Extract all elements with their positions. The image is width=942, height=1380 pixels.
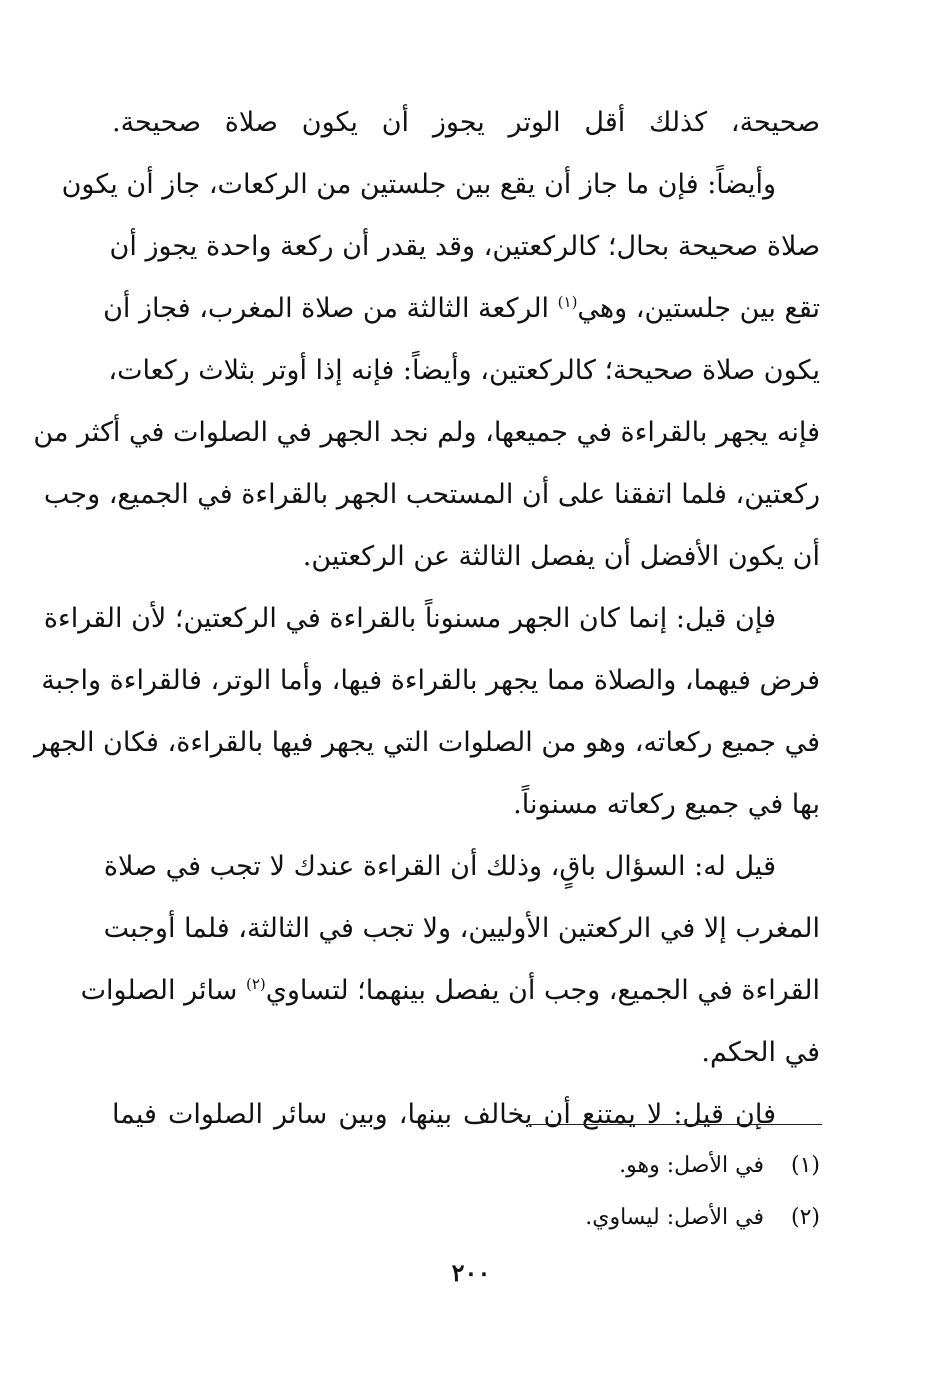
footnote-marker: (٢) — [245, 975, 266, 993]
text-line: أن يكون الأفضل أن يفصل الثالثة عن الركعتين. — [302, 541, 820, 572]
text-line: القراءة في الجميع، وجب أن يفصل بينهما؛ لتساوي$^{(٢)}$ سائر الصلوات — [80, 975, 820, 1006]
main-text — [33, 92, 820, 1146]
text-line: ركعتين، فلما اتفقنا على أن المستحب الجهر بالقراءة في الجميع، وجب — [43, 479, 820, 510]
footnote-text: في الأصل: ليساوي. — [585, 1205, 764, 1230]
footnote-text: في الأصل: وهو. — [619, 1153, 764, 1178]
text-line: قيل له: السؤال باقٍ، وذلك أن القراءة عندك لا تجب في صلاة — [103, 851, 776, 882]
footnotes — [585, 1140, 820, 1244]
text-line: فإن قيل: لا يمتنع أن يخالف بينها، وبين سائر الصلوات فيما — [112, 1099, 776, 1130]
footnote-marker: (١) — [557, 293, 578, 311]
text-line: بها في جميع ركعاته مسنوناً. — [513, 789, 820, 820]
text-line: في الحكم. — [701, 1037, 820, 1068]
text-line: صحيحة، كذلك أقل الوتر يجوز أن يكون صلاة صحيحة. — [112, 107, 820, 138]
footnote-number: (١) — [790, 1153, 820, 1178]
text-line: صلاة صحيحة بحال؛ كالركعتين، وقد يقدر أن ركعة واحدة يجوز أن — [109, 231, 820, 262]
footnote-item — [585, 1140, 820, 1192]
footnote-number: (٢) — [790, 1205, 820, 1230]
text-line: المغرب إلا في الركعتين الأوليين، ولا تجب في الثالثة، فلما أوجبت — [103, 913, 820, 944]
text-line: تقع بين جلستين، وهي$^{(١)}$ الركعة الثالثة من صلاة المغرب، فجاز أن — [103, 293, 820, 324]
text-line: في جميع ركعاته، وهو من الصلوات التي يجهر فيها بالقراءة، فكان الجهر — [33, 727, 820, 758]
text-line: فإنه يجهر بالقراءة في جميعها، ولم نجد الجهر في الصلوات في أكثر من — [33, 417, 820, 448]
text-line: فرض فيهما، والصلاة مما يجهر بالقراءة فيها، وأما الوتر، فالقراءة واجبة — [41, 665, 820, 696]
footnote-divider — [528, 1124, 822, 1125]
text-line: وأيضاً: فإن ما جاز أن يقع بين جلستين من الركعات، جاز أن يكون — [61, 169, 776, 200]
page-number: ٢٠٠ — [451, 1258, 491, 1287]
text-line: يكون صلاة صحيحة؛ كالركعتين، وأيضاً: فإنه إذا أوتر بثلاث ركعات، — [108, 355, 820, 386]
footnote-item — [585, 1192, 820, 1244]
text-line: فإن قيل: إنما كان الجهر مسنوناً بالقراءة في الركعتين؛ لأن القراءة — [43, 603, 776, 634]
